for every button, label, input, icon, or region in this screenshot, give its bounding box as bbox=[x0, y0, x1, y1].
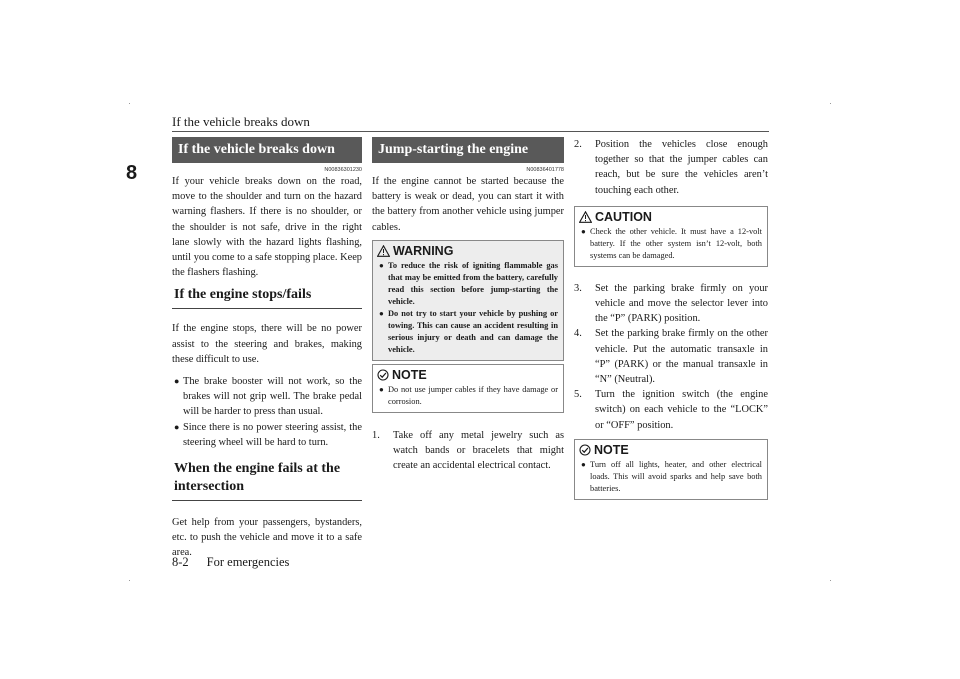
note-label: NOTE bbox=[594, 442, 629, 457]
paragraph: Get help from your passengers, bystanders, etc. to push the vehicle and move it to a safe area. bbox=[172, 517, 362, 559]
caution-box bbox=[574, 206, 768, 267]
list-item: ● Do not use jumper cables if they have damage or corrosion. bbox=[379, 384, 558, 406]
list-item: ● The brake booster will not work, so the brakes will not grip well. The brake pedal will be harder to press than usual. bbox=[174, 376, 362, 418]
column-3 bbox=[574, 137, 768, 500]
warning-triangle-icon bbox=[377, 245, 390, 257]
bullet-icon: ● bbox=[379, 384, 384, 394]
caution-triangle-icon bbox=[579, 211, 592, 223]
column-2 bbox=[372, 137, 564, 473]
list-item: ● To reduce the risk of igniting flammable gas that may be emitted from the battery, carefully read this section before jump-starting the vehicle. bbox=[379, 260, 558, 306]
bullet-list bbox=[172, 374, 362, 450]
note-check-icon bbox=[579, 444, 591, 456]
list-item: ● Do not try to start your vehicle by pushing or towing. This can cause an accident resulting in serious injury or death and can damage the vehicle. bbox=[379, 308, 558, 354]
list-item: ● Since there is no power steering assist, the steering wheel will be hard to turn. bbox=[174, 421, 362, 448]
bullet-list bbox=[378, 260, 558, 356]
crop-mark bbox=[129, 580, 130, 581]
step-item: 2. Position the vehicles close enough together so that the jumper cables can reach, but be sure the vehicles aren’t touching each other. bbox=[574, 139, 768, 196]
page-header-title: If the vehicle breaks down bbox=[172, 114, 310, 129]
warning-label: WARNING bbox=[393, 243, 454, 258]
list-item: ● Check the other vehicle. It must have a 12-volt battery. If the other system isn’t 12-volt, both systems can be damaged. bbox=[581, 226, 762, 260]
step-item: 3. Set the parking brake firmly on your vehicle and move the selector lever into the “P” (PARK) position. bbox=[574, 282, 768, 325]
paragraph: If the engine stops, there will be no power assist to the steering and brakes, making these difficult to use. bbox=[172, 323, 362, 365]
bullet-list bbox=[580, 226, 762, 262]
note-heading bbox=[373, 365, 563, 382]
caution-body bbox=[575, 224, 767, 266]
warning-box bbox=[372, 240, 564, 361]
numbered-steps bbox=[372, 428, 564, 474]
bullet-icon: ● bbox=[174, 421, 180, 432]
numbered-steps bbox=[574, 281, 768, 433]
bullet-list bbox=[378, 384, 558, 408]
bullet-icon: ● bbox=[379, 260, 384, 270]
bullet-icon: ● bbox=[581, 459, 586, 469]
note-box bbox=[372, 364, 564, 413]
note-heading bbox=[575, 440, 767, 457]
bullet-icon: ● bbox=[174, 376, 180, 387]
column-1 bbox=[172, 137, 362, 561]
page-number: 8-2 bbox=[172, 555, 189, 569]
document-id: N00836301230 bbox=[324, 167, 362, 173]
note-check-icon bbox=[377, 369, 389, 381]
chapter-tab bbox=[126, 156, 146, 190]
document-id: N00836401778 bbox=[526, 167, 564, 173]
chapter-number: 8 bbox=[126, 162, 138, 184]
section-title: If the vehicle breaks down bbox=[172, 137, 362, 163]
warning-heading bbox=[373, 241, 563, 258]
page-footer bbox=[172, 555, 289, 570]
step-item: 1. Take off any metal jewelry such as watch bands or bracelets that might create an accidental electrical contact. bbox=[372, 429, 564, 472]
caution-label: CAUTION bbox=[595, 209, 652, 224]
step-item: 5. Turn the ignition switch (the engine switch) on each vehicle to the “LOCK” or “OFF” position. bbox=[574, 389, 768, 431]
section-title: Jump-starting the engine bbox=[372, 137, 564, 163]
paragraph: If the engine cannot be started because the battery is weak or dead, you can start it with the battery from another vehicle using jumper cables. bbox=[372, 176, 564, 233]
caution-heading bbox=[575, 207, 767, 224]
crop-mark bbox=[129, 103, 130, 104]
warning-body bbox=[373, 258, 563, 360]
list-item: ● Turn off all lights, heater, and other electrical loads. This will avoid sparks and help save both batteries. bbox=[581, 459, 762, 493]
note-box bbox=[574, 439, 768, 500]
paragraph: If your vehicle breaks down on the road, move to the shoulder and turn on the hazard warning flashers. If there is no shoulder, or the shoulder is not safe, drive in the right lane slowly with the hazard lights flashing, until you come to a safe stopping place. Keep the flashers flashing. bbox=[172, 176, 362, 279]
note-body bbox=[575, 457, 767, 499]
section-title: If the engine stops/fails bbox=[172, 286, 362, 309]
footer-section: For emergencies bbox=[206, 555, 290, 569]
note-label: NOTE bbox=[392, 367, 427, 382]
section-title: When the engine fails at the intersection bbox=[172, 460, 362, 501]
crop-mark bbox=[830, 103, 831, 104]
header-divider bbox=[172, 131, 769, 132]
bullet-icon: ● bbox=[581, 226, 586, 236]
crop-mark bbox=[830, 580, 831, 581]
bullet-icon: ● bbox=[379, 308, 384, 318]
bullet-list bbox=[580, 459, 762, 495]
step-item: 4. Set the parking brake firmly on the other vehicle. Put the automatic transaxle in “P” (PARK) or the manual transaxle in “N” (Neutral). bbox=[574, 328, 768, 386]
numbered-steps bbox=[574, 137, 768, 198]
note-body bbox=[373, 382, 563, 412]
